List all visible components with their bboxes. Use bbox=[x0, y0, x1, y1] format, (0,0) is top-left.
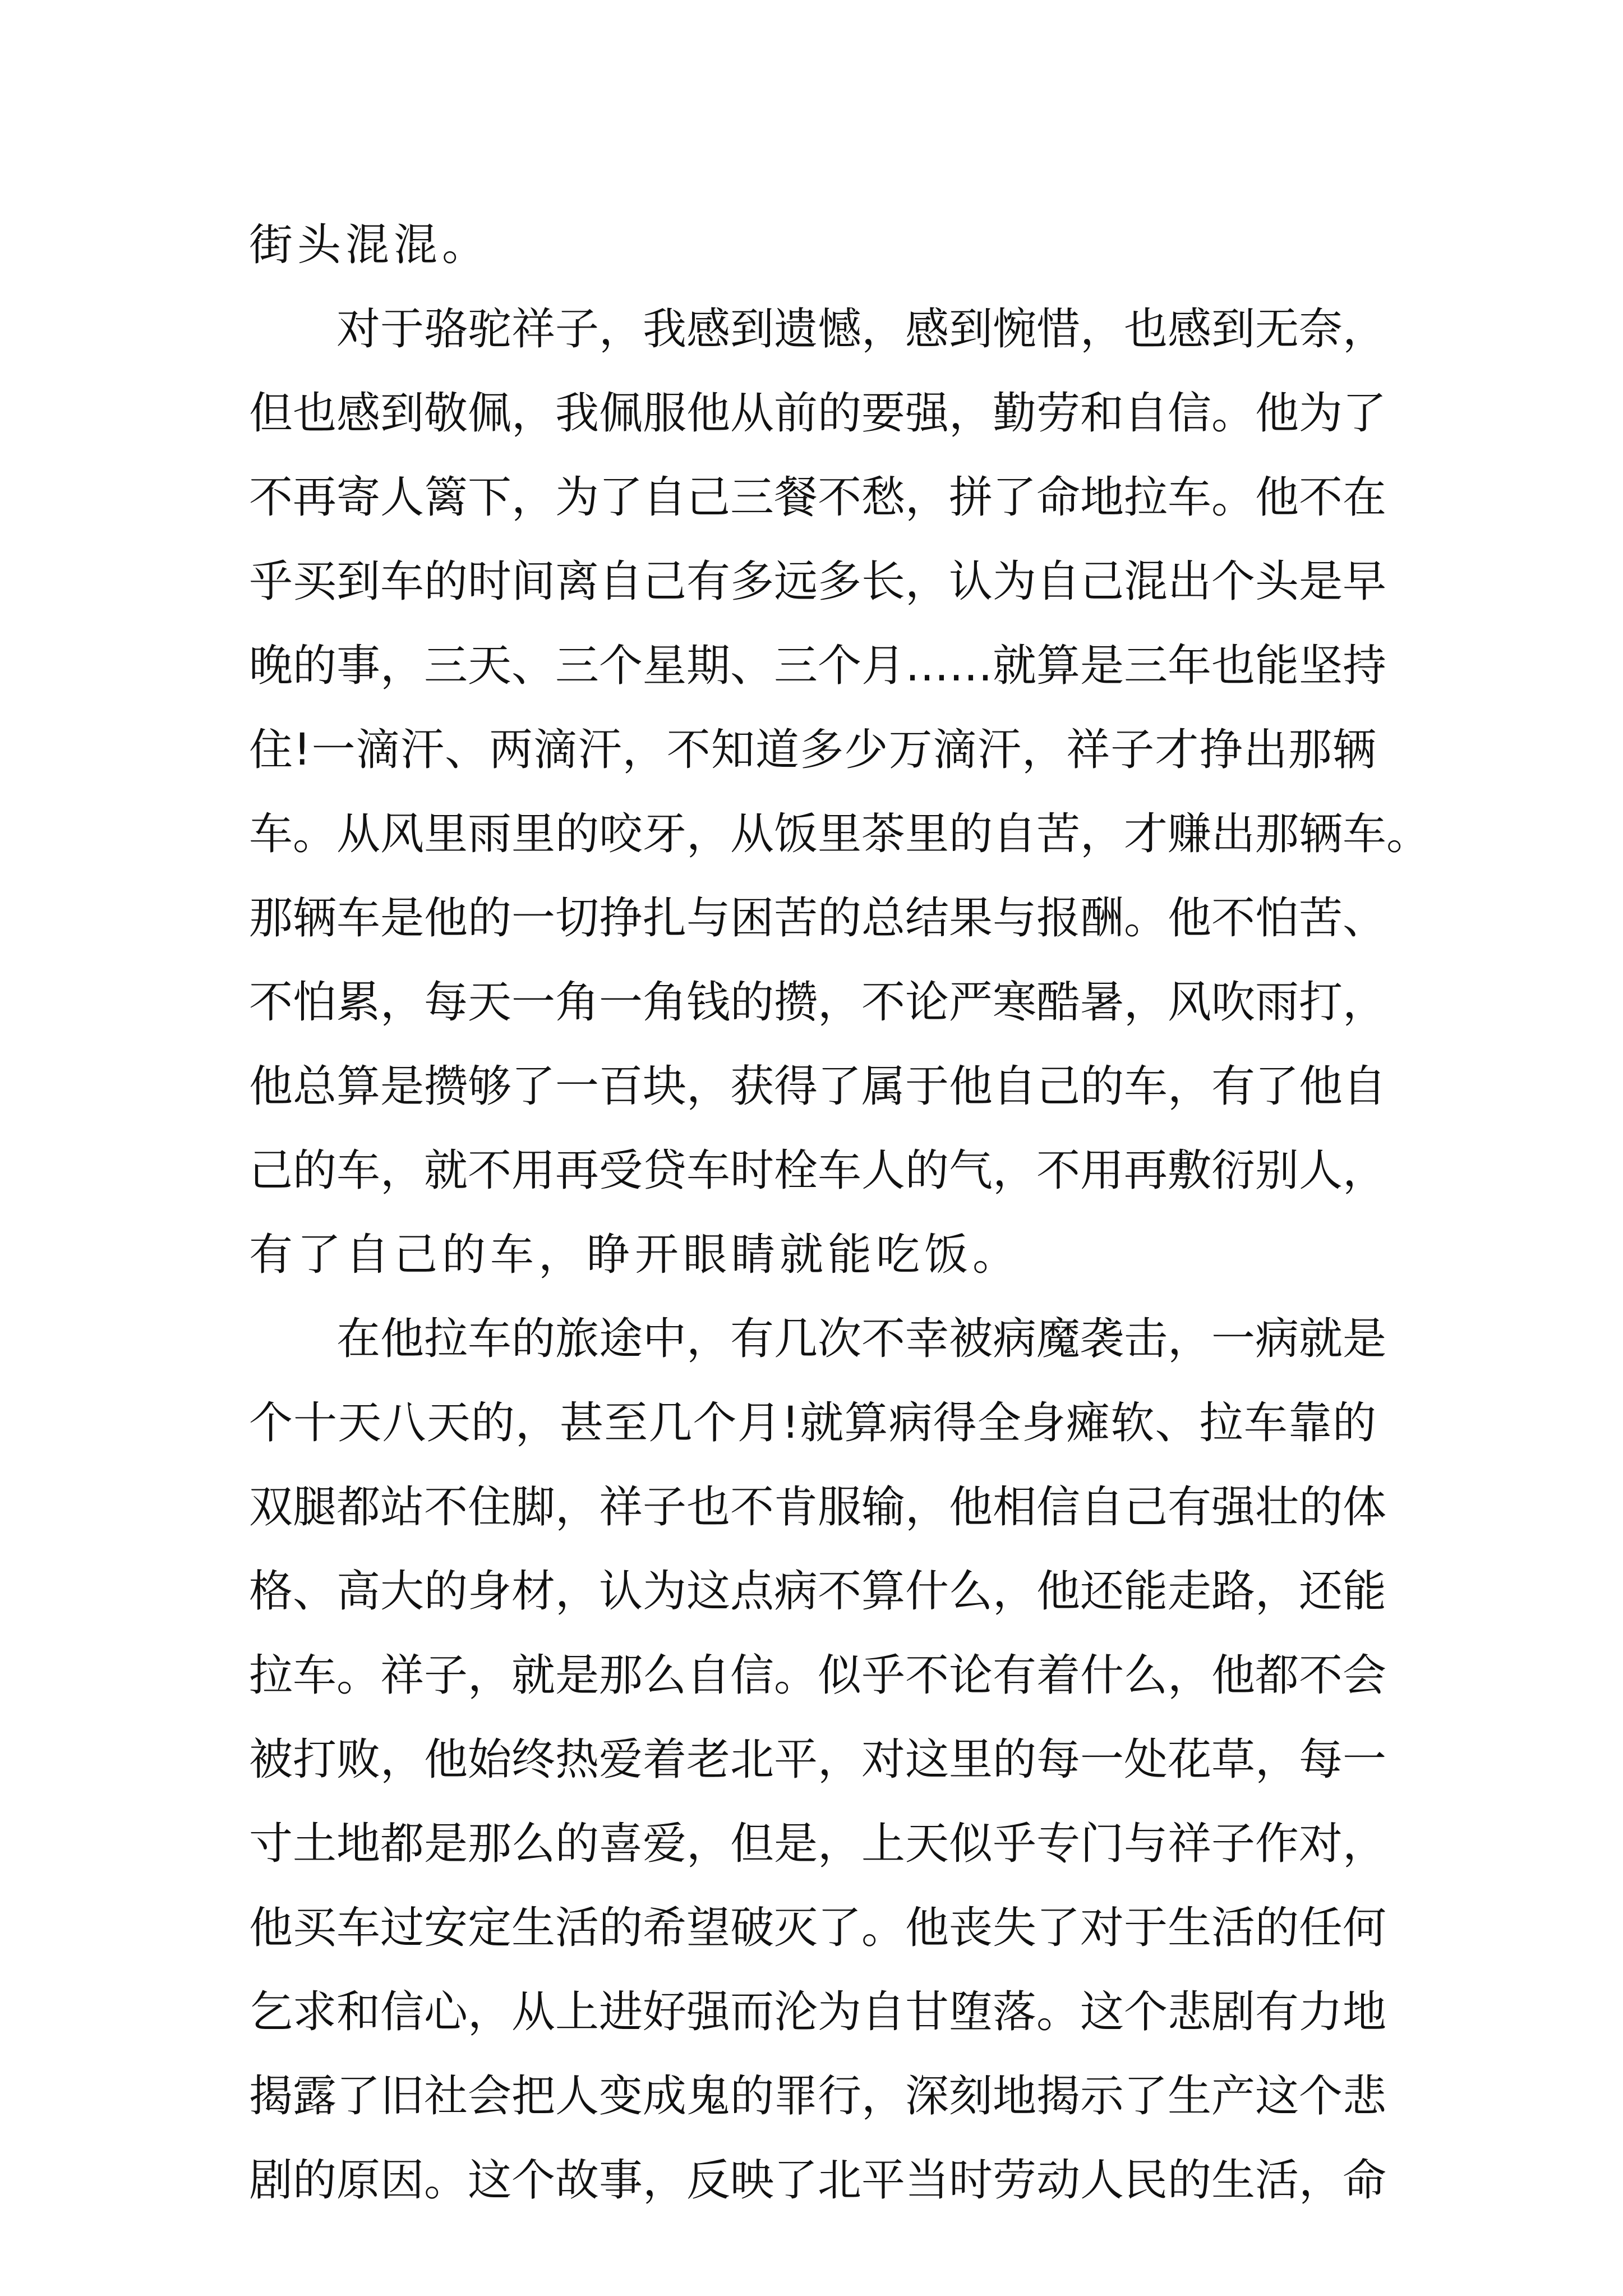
paragraph-start-line: 在他拉车的旅途中，有几次不幸被病魔袭击，一病就是 bbox=[336, 1314, 1387, 1364]
text-line: 拉车。祥子，就是那么自信。似乎不论有着什么，他都不会 bbox=[249, 1650, 1387, 1701]
text-line: 他买车过安定生活的希望破灭了。他丧失了对于生活的任何 bbox=[249, 1903, 1387, 1953]
text-line: 被打败，他始终热爱着老北平，对这里的每一处花草，每一 bbox=[249, 1734, 1387, 1785]
text-line: 揭露了旧社会把人变成鬼的罪行，深刻地揭示了生产这个悲 bbox=[249, 2071, 1387, 2122]
text-line: 但也感到敬佩，我佩服他从前的要强，勤劳和自信。他为了 bbox=[249, 388, 1387, 439]
text-line: 街头混混。 bbox=[249, 220, 491, 270]
text-line: 有了自己的车，睁开眼睛就能吃饭。 bbox=[249, 1230, 1021, 1280]
text-line: 车。从风里雨里的咬牙，从饭里茶里的自苦，才赚出那辆车。 bbox=[249, 809, 1431, 859]
text-line: 寸土地都是那么的喜爱，但是，上天似乎专门与祥子作对， bbox=[249, 1819, 1387, 1869]
text-line: 剧的原因。这个故事，反映了北平当时劳动人民的生活，命 bbox=[249, 2155, 1387, 2206]
text-line: 乞求和信心，从上进好强而沦为自甘堕落。这个悲剧有力地 bbox=[249, 1987, 1387, 2037]
text-line: 乎买到车的时间离自己有多远多长，认为自己混出个头是早 bbox=[249, 556, 1387, 607]
text-line: 己的车，就不用再受贷车时栓车人的气，不用再敷衍别人， bbox=[249, 1145, 1387, 1196]
paragraph-start-line: 对于骆驼祥子，我感到遗憾，感到惋惜，也感到无奈， bbox=[336, 304, 1387, 355]
text-line: 不怕累，每天一角一角钱的攒，不论严寒酷暑，风吹雨打， bbox=[249, 977, 1387, 1028]
text-line: 那辆车是他的一切挣扎与困苦的总结果与报酬。他不怕苦、 bbox=[249, 893, 1387, 944]
text-line: 双腿都站不住脚，祥子也不肯服输，他相信自己有强壮的体 bbox=[249, 1482, 1387, 1533]
text-line: 他总算是攒够了一百块，获得了属于他自己的车，有了他自 bbox=[249, 1061, 1387, 1112]
text-line: 不再寄人篱下，为了自己三餐不愁，拼了命地拉车。他不在 bbox=[249, 472, 1387, 523]
text-line: 格、高大的身材，认为这点病不算什么，他还能走路，还能 bbox=[249, 1566, 1387, 1617]
text-line: 晚的事，三天、三个星期、三个月……就算是三年也能坚持 bbox=[249, 641, 1387, 691]
text-line: 住!一滴汗、两滴汗，不知道多少万滴汗，祥子才挣出那辆 bbox=[249, 725, 1376, 775]
text-line: 个十天八天的，甚至几个月!就算病得全身瘫软、拉车靠的 bbox=[249, 1398, 1376, 1448]
